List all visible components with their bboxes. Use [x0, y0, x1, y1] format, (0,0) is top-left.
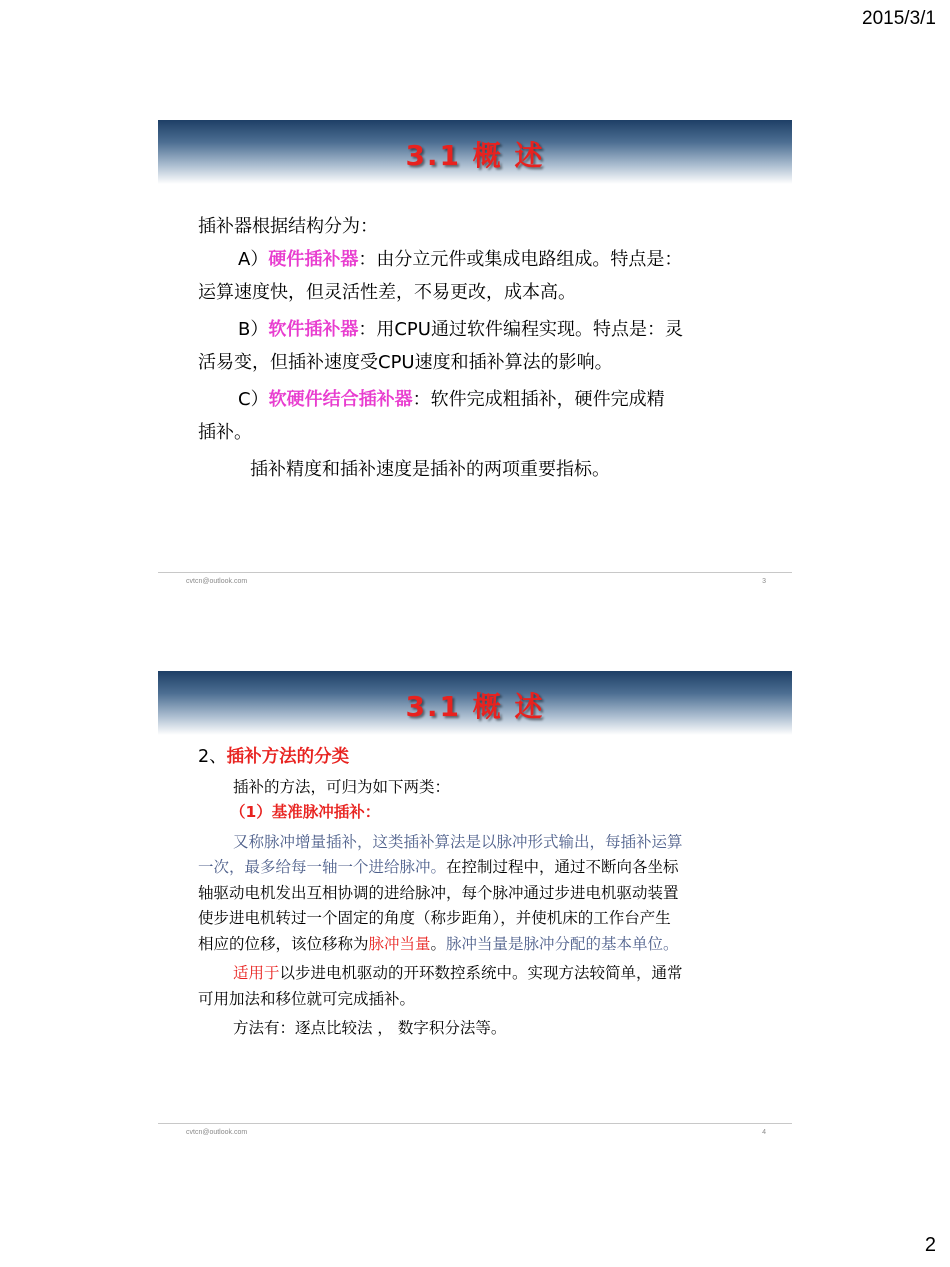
- slide-4: [158, 671, 792, 1141]
- footer-email: cvtcn@outlook.com: [186, 1129, 248, 1136]
- slide-number: 3: [762, 578, 766, 585]
- para1-line3: 轴驱动电机发出互相协调的进给脉冲，每个脉冲通过步进电机驱动装置: [198, 883, 679, 902]
- para2-line1: 适用于以步进电机驱动的开环数控系统中。实现方法较简单，通常: [233, 964, 683, 982]
- para1-line5: 相应的位移，该位移称为脉冲当量。脉冲当量是脉冲分配的基本单位。: [198, 934, 679, 953]
- slide-title: 3.1 概 述: [405, 139, 545, 172]
- slide-title: 3.1 概 述: [405, 690, 545, 723]
- term-hybrid-interpolator: 软硬件结合插补器: [268, 389, 413, 410]
- slide-body: [198, 210, 758, 486]
- para3: 方法有：逐点比较法 ， 数字积分法等。: [233, 1019, 507, 1037]
- para1-line4: 使步进电机转过一个固定的角度（称步距角），并使机床的工作台产生: [198, 909, 671, 927]
- item-b-line2: 活易变，但插补速度受CPU速度和插补算法的影响。: [198, 352, 613, 373]
- item-c-line2: 插补。: [198, 422, 252, 443]
- item-a-line1: A）硬件插补器：由分立元件或集成电路组成。特点是：: [238, 249, 683, 270]
- item-c-line1: C）软硬件结合插补器：软件完成粗插补，硬件完成精: [238, 389, 665, 410]
- item-a-line2: 运算速度快，但灵活性差，不易更改，成本高。: [198, 282, 576, 303]
- term-software-interpolator: 软件插补器: [268, 319, 359, 340]
- slide-title-bar: [158, 120, 792, 184]
- item-b-line1: B）软件插补器：用CPU通过软件编程实现。特点是：灵: [238, 319, 683, 340]
- intro-text: 插补的方法，可归为如下两类：: [233, 777, 451, 796]
- page-number: 2: [924, 1234, 936, 1256]
- para1-line1: 又称脉冲增量插补，这类插补算法是以脉冲形式输出，每插补运算: [233, 832, 683, 851]
- para2-line2: 可用加法和移位就可完成插补。: [198, 989, 416, 1008]
- term-hardware-interpolator: 硬件插补器: [268, 249, 359, 270]
- slide-body: [198, 745, 758, 1042]
- footer-divider: [158, 1123, 792, 1124]
- page-date: 2015/3/1: [862, 8, 936, 29]
- item-1-heading: （1）基准脉冲插补：: [230, 803, 381, 821]
- summary-text: 插补精度和插补速度是插补的两项重要指标。: [250, 459, 610, 480]
- slide-title-bar: [158, 671, 792, 735]
- para1-line2: 一次，最多给每一轴一个进给脉冲。在控制过程中，通过不断向各坐标: [198, 858, 679, 876]
- footer-email: cvtcn@outlook.com: [186, 578, 248, 585]
- section-heading: 2、插补方法的分类: [198, 747, 350, 767]
- footer-divider: [158, 572, 792, 573]
- slide-number: 4: [762, 1129, 766, 1136]
- intro-text: 插补器根据结构分为：: [198, 216, 378, 237]
- slide-3: [158, 120, 792, 590]
